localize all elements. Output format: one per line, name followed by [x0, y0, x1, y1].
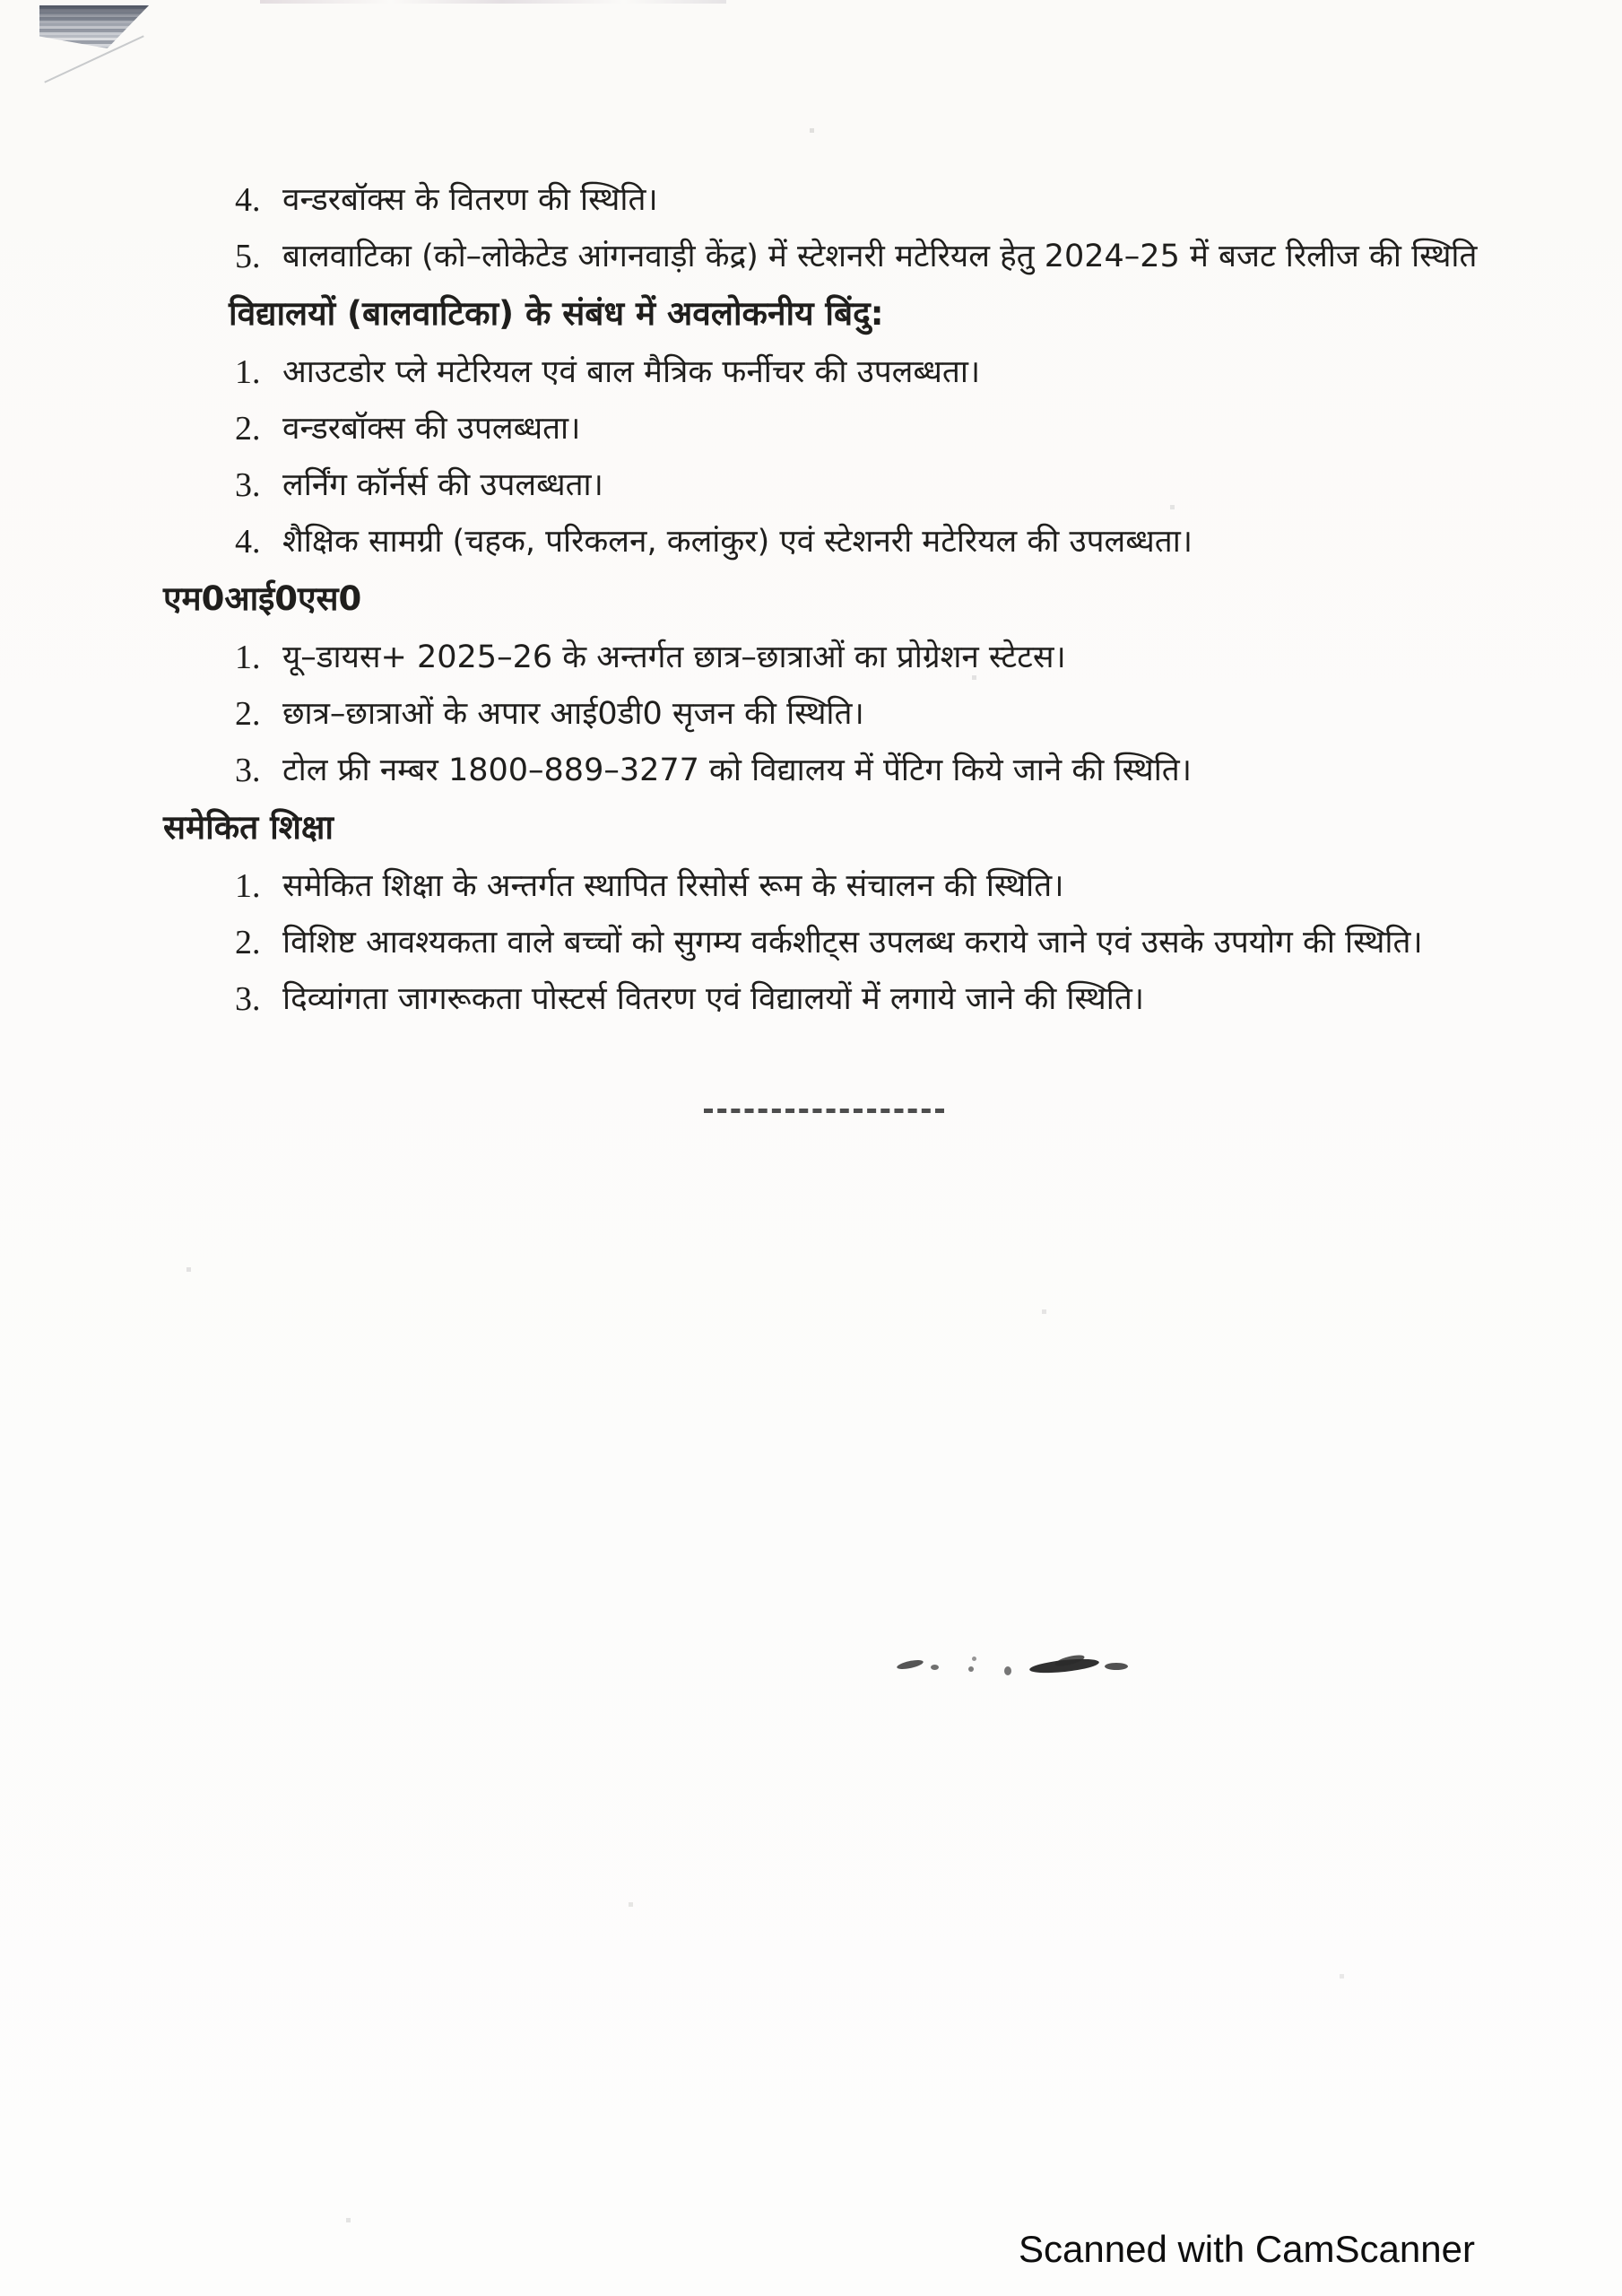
item-number: 3.: [235, 752, 261, 789]
section-heading: विद्यालयों (बालवाटिका) के संबंध में अवलोकनीय बिंदु:: [229, 294, 884, 333]
section-heading: समेकित शिक्षा: [163, 808, 334, 847]
item-number: 2.: [235, 410, 261, 448]
list-item: [235, 978, 1510, 1020]
list-item: [235, 865, 1510, 907]
item-number: 1.: [235, 353, 261, 391]
item-text: विशिष्ट आवश्यकता वाले बच्चों को सुगम्य वर्कशीट्स उपलब्ध कराये जाने एवं उसके उपयोग की स्थिति।: [282, 925, 1423, 961]
item-text: टोल फ्री नम्बर 1800–889–3277 को विद्यालय में पेंटिग किये जाने की स्थिति।: [282, 752, 1193, 788]
item-text: वन्डरबॉक्स के वितरण की स्थिति।: [282, 182, 658, 218]
item-text: लर्निंग कॉर्नर्स की उपलब्धता।: [282, 467, 603, 503]
item-number: 1.: [235, 867, 261, 905]
list-item: [235, 637, 1510, 678]
item-number: 3.: [235, 980, 261, 1018]
list-item: [235, 521, 1510, 562]
list-item: [235, 693, 1510, 735]
scan-top-edge-smudge: [260, 0, 726, 4]
list-item: [235, 352, 1510, 393]
item-number: 2.: [235, 924, 261, 961]
list-item: [235, 922, 1510, 963]
item-number: 1.: [235, 639, 261, 676]
camscanner-footer: Scanned with CamScanner: [1019, 2228, 1475, 2270]
item-text: बालवाटिका (को–लोकेटेड आंगनवाड़ी केंद्र) में स्टेशनरी मटेरियल हेतु 2024–25 में बजट रिलीज की स्थिति: [282, 239, 1478, 274]
list-item: [235, 750, 1510, 791]
list-item: [235, 179, 1510, 221]
item-number: 4.: [235, 181, 261, 219]
item-text: यू–डायस+ 2025–26 के अन्तर्गत छात्र–छात्राओं का प्रोग्रेशन स्टेटस।: [282, 639, 1066, 675]
item-text: समेकित शिक्षा के अन्तर्गत स्थापित रिसोर्स रूम के संचालन की स्थिति।: [282, 868, 1064, 904]
section-heading: एम0आई0एस0: [163, 579, 362, 618]
item-text: वन्डरबॉक्स की उपलब्धता।: [282, 411, 581, 447]
item-number: 2.: [235, 695, 261, 733]
item-text: शैक्षिक सामग्री (चहक, परिकलन, कलांकुर) एवं स्टेशनरी मटेरियल की उपलब्धता।: [282, 524, 1193, 560]
item-text: दिव्यांगता जागरूकता पोस्टर्स वितरण एवं विद्यालयों में लगाये जाने की स्थिति।: [282, 981, 1145, 1017]
item-number: 4.: [235, 523, 261, 561]
section-mis: [163, 578, 1510, 791]
item-number: 3.: [235, 466, 261, 504]
ink-smudge: [897, 1653, 1130, 1683]
list-item: [235, 465, 1510, 506]
section-balvatika: [163, 292, 1510, 562]
list-item: [235, 236, 1510, 277]
item-number: 5.: [235, 238, 261, 275]
divider-line: [704, 1109, 944, 1113]
document-content: [163, 179, 1510, 1035]
item-text: छात्र–छात्राओं के अपार आई0डी0 सृजन की स्थिति।: [282, 696, 864, 732]
list-item: [235, 408, 1510, 449]
item-text: आउटडोर प्ले मटेरियल एवं बाल मैत्रिक फर्नीचर की उपलब्धता।: [282, 354, 981, 390]
section-samekit-shiksha: [163, 806, 1510, 1020]
scan-noise-specks: [0, 0, 1, 1]
